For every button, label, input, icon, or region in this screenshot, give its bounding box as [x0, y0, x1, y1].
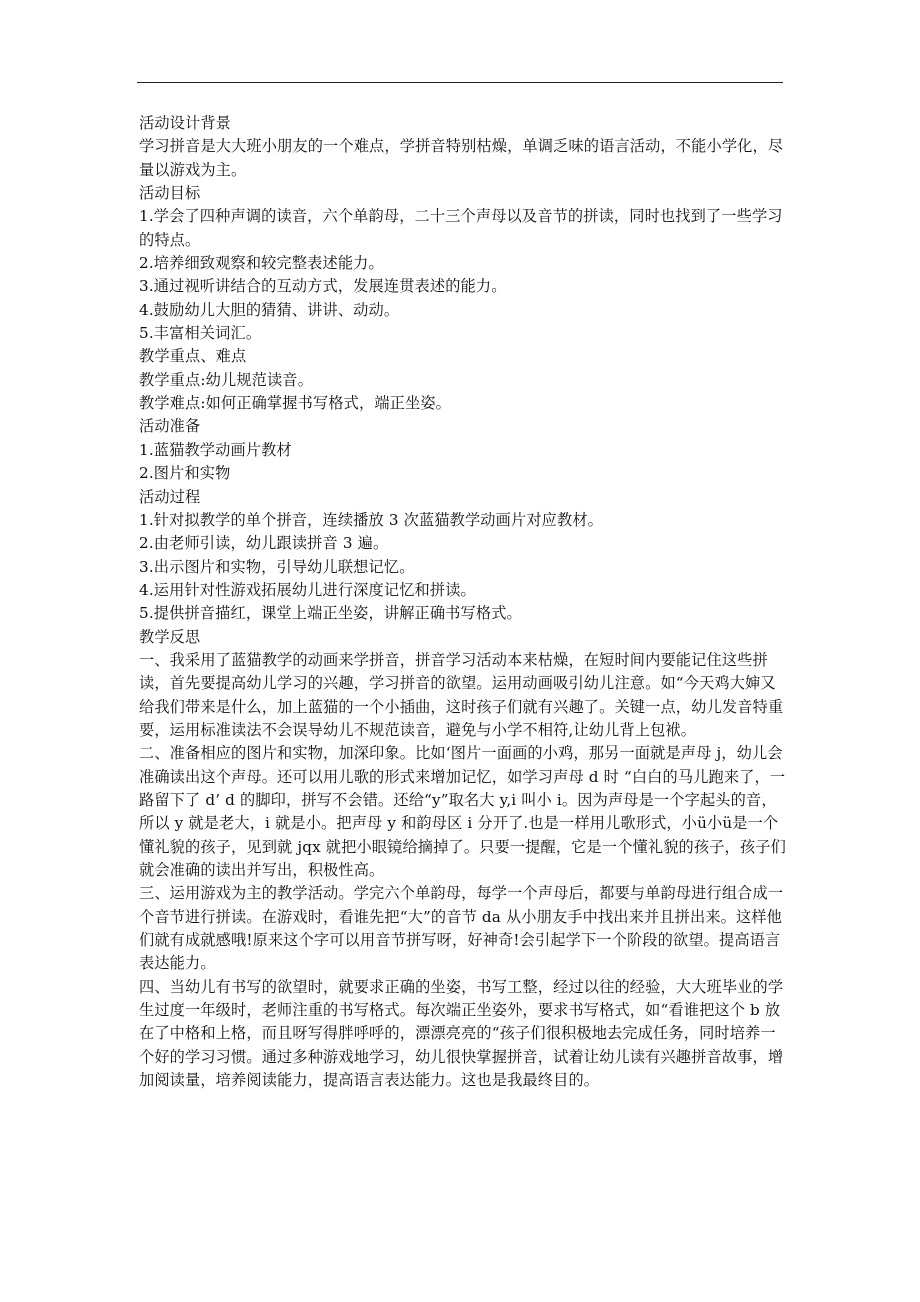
goal-item-3: 3.通过视听讲结合的互动方式，发展连贯表述的能力。 [139, 277, 507, 296]
goal-item-5: 5.丰富相关词汇。 [139, 324, 262, 343]
heading-key-points: 教学重点、难点 [139, 347, 247, 366]
process-item-5: 5.提供拼音描红，课堂上端正坐姿，讲解正确书写格式。 [139, 604, 522, 623]
header-rule [137, 82, 783, 83]
preparation-item-1: 1.蓝猫教学动画片教材 [139, 440, 292, 459]
process-item-1: 1.针对拟教学的单个拼音，连续播放 3 次蓝猫教学动画片对应教材。 [139, 510, 604, 529]
process-item-3: 3.出示图片和实物，引导幼儿联想记忆。 [139, 557, 415, 576]
reflection-paragraph-2: 二、准备相应的图片和实物，加深印象。比如‘图片一面画的小鸡，那另一面就是声母 j，幼儿会准确读出这个声母。还可以用儿歌的形式来增加记忆，如学习声母 d 时 “白白的马儿跑来了，一路留下了 d’ d 的脚印，拼写不会错。还给“y”取名大 y,i 叫小 i。因为声母是一个字起头的音，所以 y 就是老大，i 就是小。把声母 y 和韵母区 i 分开了.也是一样用儿歌形式，小ü小ü是一个懂礼貌的孩子，见到就 jqx 就把小眼镜给摘掉了。只要一提醒，它是一个懂礼貌的孩子，孩子们就会准确的读出并写出，积极性高。 [139, 744, 786, 879]
heading-goals: 活动目标 [139, 184, 201, 203]
heading-reflection: 教学反思 [139, 627, 201, 646]
reflection-paragraph-1: 一、我采用了蓝猫教学的动画来学拼音，拼音学习活动本来枯燥，在短时间内要能记住这些拼读，首先要提高幼儿学习的兴趣，学习拼音的欲望。运用动画吸引幼儿注意。如“今天鸡大婶又给我们带来是什么，加上蓝猫的一个小插曲，这时孩子们就有兴趣了。关键一点，幼儿发音特重要，运用标准读法不会误导幼儿不规范读音，避免与小学不相符,让幼儿背上包袱。 [139, 650, 784, 739]
process-item-4: 4.运用针对性游戏拓展幼儿进行深度记忆和拼读。 [139, 580, 476, 599]
key-point: 教学重点:幼儿规范读音。 [139, 370, 313, 389]
paragraph-background: 学习拼音是大大班小朋友的一个难点，学拼音特别枯燥，单调乏味的语言活动，不能小学化，尽量以游戏为主。 [139, 137, 784, 179]
heading-background: 活动设计背景 [139, 114, 232, 132]
document-body [139, 112, 787, 1092]
goal-item-4: 4.鼓励幼儿大胆的猜猜、讲讲、动动。 [139, 300, 400, 319]
preparation-item-2: 2.图片和实物 [139, 464, 231, 483]
goal-item-2: 2.培养细致观察和较完整表述能力。 [139, 254, 384, 273]
reflection-paragraph-3: 三、运用游戏为主的教学活动。学完六个单韵母，每学一个声母后，都要与单韵母进行组合成一个音节进行拼读。在游戏时，看谁先把“大”的音节 da 从小朋友手中找出来并且拼出来。这样他们就有成就感哦!原来这个字可以用音节拼写呀，好神奇!会引起学下一个阶段的欲望。提高语言表达能力。 [139, 884, 784, 973]
process-item-2: 2.由老师引读，幼儿跟读拼音 3 遍。 [139, 534, 389, 553]
heading-preparation: 活动准备 [139, 417, 201, 436]
heading-process: 活动过程 [139, 487, 201, 506]
difficult-point: 教学难点:如何正确掌握书写格式，端正坐姿。 [139, 394, 452, 413]
reflection-paragraph-4: 四、当幼儿有书写的欲望时，就要求正确的坐姿，书写工整，经过以往的经验，大大班毕业的学生过度一年级时，老师注重的书写格式。每次端正坐姿外，要求书写格式，如“看谁把这个 b 放在了中格和上格，而且呀写得胖呼呼的，漂漂亮亮的“孩子们很积极地去完成任务，同时培养一个好的学习习惯。通过多种游戏地学习，幼儿很快掌握拼音，试着让幼儿读有兴趣拼音故事，增加阅读量，培养阅读能力，提高语言表达能力。这也是我最终目的。 [139, 977, 784, 1090]
goal-item-1: 1.学会了四种声调的读音，六个单韵母，二十三个声母以及音节的拼读，同时也找到了一些学习的特点。 [139, 207, 783, 249]
